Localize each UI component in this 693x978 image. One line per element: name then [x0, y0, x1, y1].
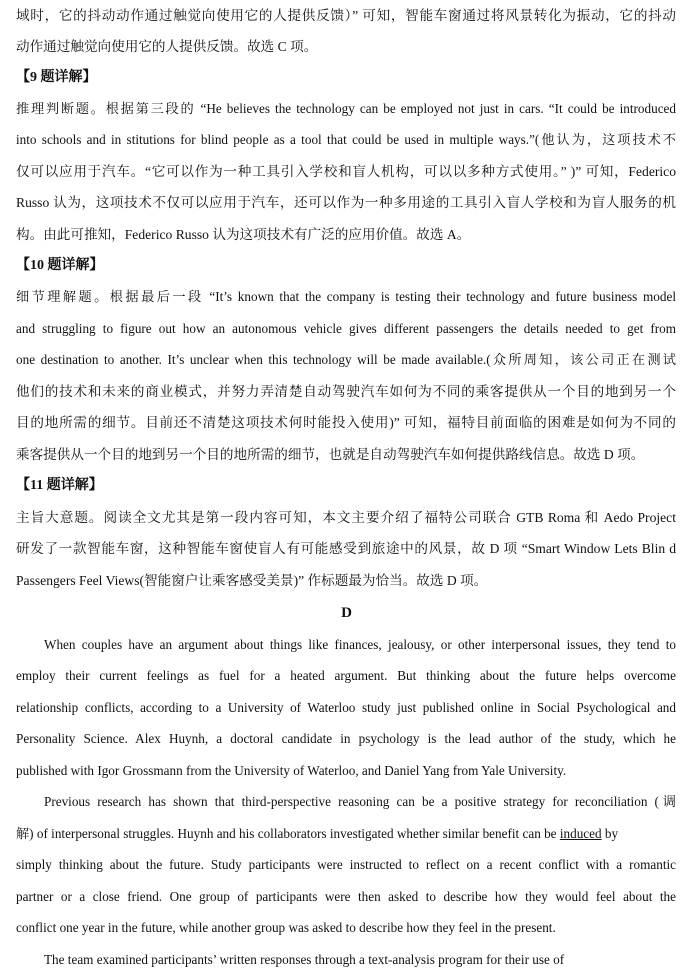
text-line: 乘客提供从一个目的地到另一个目的地所需的细节，也就是自动驾驶汽车如何提供路线信息。故选 D 项。 [16, 447, 645, 462]
passage-line: Personality Science. Alex Huynh, a doctoral candidate in psychology is the lead author of the study, which he [16, 731, 676, 746]
section-heading: 【11 题详解】 [16, 478, 103, 493]
text-line: 仅可以应用于汽车。“它可以作为一种工具引入学校和盲人机构，可以以多种方式使用。” )” 可知，Federico [16, 164, 676, 179]
section-heading: 【9 题详解】 [16, 70, 97, 85]
text-line: 主旨大意题。阅读全文尤其是第一段内容可知，本文主要介绍了福特公司联合 GTB Roma 和 Aedo Project [16, 510, 676, 525]
underlined-word: induced [559, 826, 602, 841]
passage-line: partner or a close friend. One group of participants were then asked to describe how they would feel about the [16, 889, 676, 904]
text-line: Russo 认为，这项技术不仅可以应用于汽车，还可以作为一种多用途的工具引入盲人学校和为盲人服务的机 [16, 195, 676, 210]
passage-text: by [601, 826, 619, 841]
passage-line: When couples have an argument about things like finances, jealousy, or other interpersonal issues, they tend to [44, 637, 676, 652]
passage-line: employ their current feelings as fuel for a heated argument. But thinking about the future helps overcome [16, 668, 676, 683]
text-line: one destination to another. It’s unclear when this technology will be made available.(众所周知，该公司正在测试 [16, 352, 676, 367]
section-heading: 【10 题详解】 [16, 258, 104, 273]
text-line: 他们的技术和未来的商业模式，并努力弄清楚自动驾驶汽车如何为不同的乘客提供从一个目的地到另一个 [16, 384, 676, 399]
passage-line: conflict one year in the future, while another group was asked to describe how they feel in the present. [16, 920, 556, 935]
passage-line: published with Igor Grossmann from the University of Waterloo, and Daniel Yang from Yale University. [16, 763, 567, 778]
text-line: 动作通过触觉向使用它的人提供反馈。故选 C 项。 [16, 39, 318, 54]
passage-line: Previous research has shown that third-perspective reasoning can be a positive strategy for reconciliation (调 [44, 794, 676, 809]
passage-line: The team examined participants’ written responses through a text-analysis program for their use of [44, 952, 565, 967]
text-line: 细节理解题。根据最后一段 “It’s known that the company is testing their technology and future business model [16, 289, 676, 304]
passage-title: D [341, 605, 352, 621]
text-line: Passengers Feel Views(智能窗户让乘客感受美景)” 作标题最为恰当。故选 D 项。 [16, 573, 488, 588]
text-line: 域时，它的抖动动作通过触觉向使用它的人提供反馈）” 可知，智能车窗通过将风景转化为振动，它的抖动 [16, 8, 676, 23]
passage-line: relationship conflicts, according to a University of Waterloo study just published online in Social Psychological and [16, 700, 676, 715]
passage-line: simply thinking about the future. Study participants were instructed to reflect on a recent conflict with a romantic [16, 857, 676, 872]
passage-text: 解) of interpersonal struggles. Huynh and his collaborators investigated whether similar benefit can be [16, 826, 560, 841]
text-line: 推理判断题。根据第三段的 “He believes the technology can be employed not just in cars. “It could be introduced [16, 101, 676, 116]
text-line: into schools and in stitutions for blind people as a tool that could be used in multiple ways.”(他认为，这项技术不 [16, 132, 676, 147]
text-line: and struggling to figure out how an autonomous vehicle gives different passengers the details needed to get from [16, 321, 676, 336]
text-line: 研发了一款智能车窗，这种智能车窗使盲人有可能感受到旅途中的风景，故 D 项 “Smart Window Lets Blin d [16, 541, 676, 556]
passage-line [16, 824, 676, 844]
text-line: 构。由此可推知，Federico Russo 认为这项技术有广泛的应用价值。故选 A。 [16, 227, 471, 242]
text-line: 目的地所需的细节。目前还不清楚这项技术何时能投入使用)” 可知，福特目前面临的困难是如何为不同的 [16, 415, 676, 430]
